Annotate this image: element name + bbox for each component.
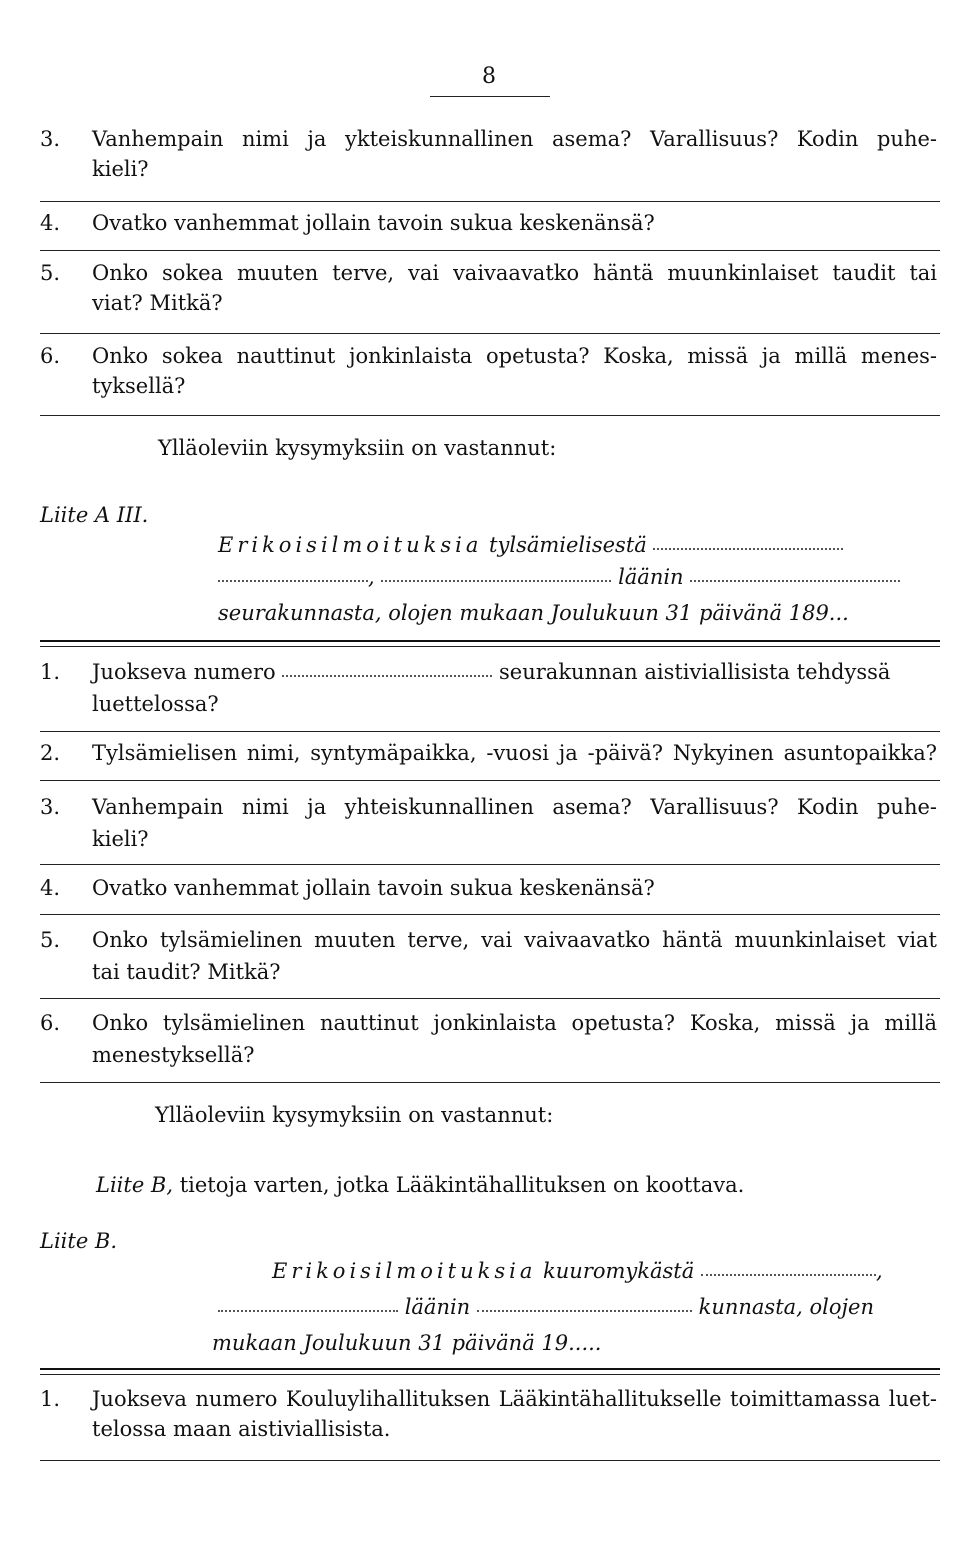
- form-heading-line3: mukaan Joulukuun 31 päivänä 19.....: [212, 1331, 602, 1355]
- appendix-label: Liite B.: [40, 1229, 118, 1253]
- fill-line: [218, 580, 368, 582]
- fill-line: [381, 580, 611, 582]
- laanin-label: läänin: [404, 1295, 471, 1319]
- separator-rule: [40, 780, 940, 781]
- question-text: kieli?: [92, 827, 149, 851]
- question-text: viat? Mitkä?: [92, 291, 223, 315]
- separator-rule: [40, 998, 940, 999]
- separator-rule: [40, 1082, 940, 1083]
- question-text: Onko tylsämielinen muuten terve, vai vaivaavatko häntä muunkinlaiset viat: [92, 928, 937, 952]
- heading-subject: tylsämielisestä: [489, 533, 647, 557]
- question-number: 3.: [40, 127, 61, 151]
- fill-line: [477, 1310, 692, 1312]
- question-number: 1.: [40, 1387, 61, 1411]
- fill-line: [282, 675, 492, 677]
- question-number: 1.: [40, 660, 61, 684]
- question-number: 3.: [40, 795, 61, 819]
- comma: ,: [368, 565, 375, 589]
- appendix-label: Liite A III.: [40, 503, 149, 527]
- page-number-rule: [430, 96, 550, 97]
- separator-rule: [40, 731, 940, 732]
- question-text: Ovatko vanhemmat jollain tavoin sukua keskenänsä?: [92, 876, 655, 900]
- question-part: Juokseva numero: [92, 660, 276, 684]
- separator-rule: [40, 864, 940, 865]
- appendix-intro: [96, 1170, 744, 1200]
- question-text: Juokseva numero Kouluylihallituksen Lääkintähallitukselle toimittamassa luet-: [92, 1387, 937, 1411]
- form-heading: [272, 1256, 883, 1286]
- fill-line: [690, 580, 900, 582]
- question-number: 5.: [40, 261, 61, 285]
- double-rule-bottom: [40, 646, 940, 647]
- question-number: 5.: [40, 928, 61, 952]
- question-number: 6.: [40, 1011, 61, 1035]
- answered-by-label: Ylläoleviin kysymyksiin on vastannut:: [158, 436, 557, 460]
- question-text: Onko sokea nauttinut jonkinlaista opetusta? Koska, missä ja millä menes-: [92, 344, 937, 368]
- fill-line: [218, 1310, 398, 1312]
- separator-rule: [40, 1460, 940, 1461]
- question-number: 4.: [40, 876, 61, 900]
- question-text: Ovatko vanhemmat jollain tavoin sukua keskenänsä?: [92, 211, 655, 235]
- question-text: Onko tylsämielinen nauttinut jonkinlaista opetusta? Koska, missä ja millä: [92, 1011, 937, 1035]
- separator-rule: [40, 914, 940, 915]
- question-number: 6.: [40, 344, 61, 368]
- page-number: 8: [482, 64, 496, 89]
- heading-spaced: Erikoisilmoituksia: [272, 1259, 537, 1283]
- question-number: 2.: [40, 741, 61, 765]
- double-rule-top: [40, 1368, 940, 1370]
- question-text: luettelossa?: [92, 692, 219, 716]
- heading-spaced: Erikoisilmoituksia: [218, 533, 483, 557]
- question-text: kieli?: [92, 157, 149, 181]
- separator-rule: [40, 415, 940, 416]
- heading-subject: kuuromykästä: [543, 1259, 695, 1283]
- separator-rule: [40, 201, 940, 202]
- laanin-label: läänin: [618, 565, 684, 589]
- question-text: Vanhempain nimi ja ykteiskunnallinen asema? Varallisuus? Kodin puhe-: [92, 127, 937, 151]
- appendix-intro-text: tietoja varten, jotka Lääkintähallituksen on koottava.: [179, 1173, 745, 1197]
- separator-rule: [40, 333, 940, 334]
- question-number: 4.: [40, 211, 61, 235]
- question-part: seurakunnan aistiviallisista tehdyssä: [499, 660, 891, 684]
- answered-by-label: Ylläoleviin kysymyksiin on vastannut:: [155, 1103, 554, 1127]
- separator-rule: [40, 250, 940, 251]
- kunnasta-label: kunnasta, olojen: [698, 1295, 874, 1319]
- question-text: tai taudit? Mitkä?: [92, 960, 281, 984]
- fill-line: [701, 1274, 876, 1276]
- double-rule-top: [40, 640, 940, 642]
- question-text: Onko sokea muuten terve, vai vaivaavatko häntä muunkinlaiset taudit tai: [92, 261, 937, 285]
- question-text: [92, 657, 890, 687]
- form-heading-line2: [218, 1292, 874, 1322]
- comma: ,: [875, 1259, 883, 1283]
- form-heading-line2: [218, 562, 900, 592]
- form-heading-line3: seurakunnasta, olojen mukaan Joulukuun 31 päivänä 189...: [218, 601, 849, 625]
- question-text: menestyksellä?: [92, 1043, 255, 1067]
- form-heading: [218, 530, 843, 560]
- appendix-intro-label: Liite B,: [96, 1173, 174, 1197]
- question-text: telossa maan aistiviallisista.: [92, 1417, 391, 1441]
- double-rule-bottom: [40, 1374, 940, 1375]
- fill-line: [653, 548, 843, 550]
- question-text: tyksellä?: [92, 374, 186, 398]
- question-text: Vanhempain nimi ja yhteiskunnallinen asema? Varallisuus? Kodin puhe-: [92, 795, 937, 819]
- question-text: Tylsämielisen nimi, syntymäpaikka, -vuosi ja -päivä? Nykyinen asuntopaikka?: [92, 741, 937, 765]
